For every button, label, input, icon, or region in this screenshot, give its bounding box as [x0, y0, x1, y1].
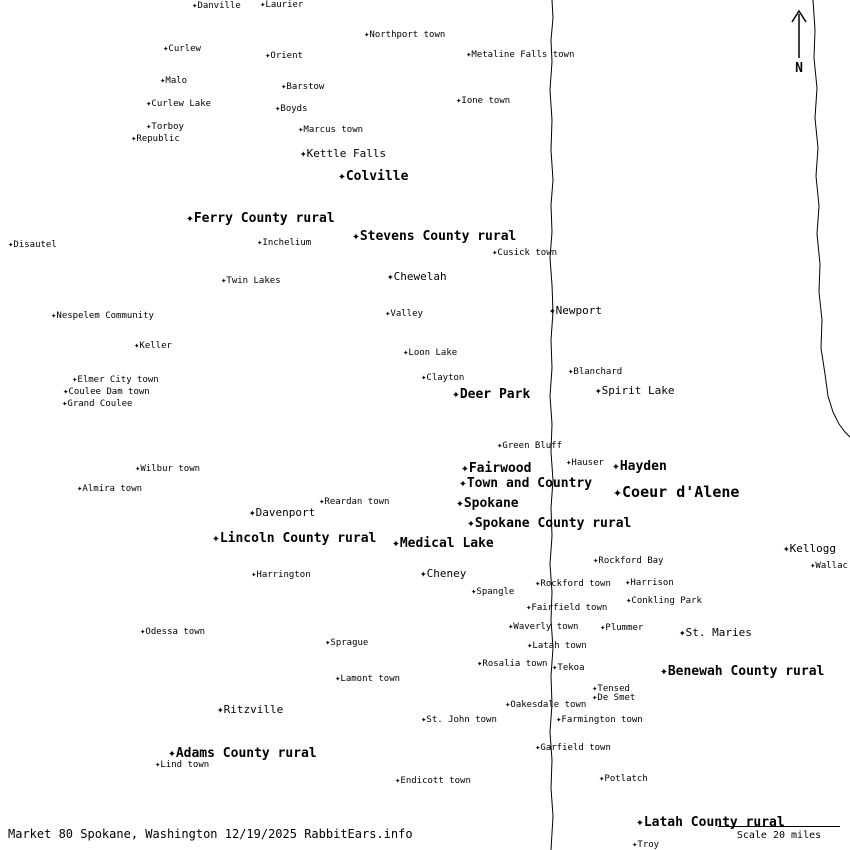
map-place-label[interactable] [626, 597, 702, 606]
place-name: Garfield town [540, 743, 611, 753]
place-marker-icon: ✦ [338, 169, 346, 184]
map-place-label[interactable] [552, 664, 585, 673]
place-name: Valley [390, 309, 423, 319]
map-place-label[interactable] [660, 665, 824, 678]
place-name: Kettle Falls [306, 147, 387, 160]
place-marker-icon: ✦ [160, 76, 166, 86]
place-marker-icon: ✦ [593, 556, 599, 566]
map-place-label[interactable] [612, 460, 667, 473]
map-place-label[interactable] [155, 761, 209, 770]
place-name: Lind town [160, 760, 210, 770]
place-name: Disautel [13, 240, 57, 250]
place-name: Davenport [255, 506, 316, 519]
place-name: Almira town [82, 484, 143, 494]
place-name: Endicott town [400, 776, 471, 786]
place-name: Malo [165, 76, 188, 86]
place-marker-icon: ✦ [599, 774, 605, 784]
map-place-label[interactable] [257, 239, 311, 248]
state-border-idaho-montana [795, 0, 850, 620]
place-name: Ione town [461, 96, 511, 106]
place-marker-icon: ✦ [626, 596, 632, 606]
map-place-label[interactable] [392, 537, 494, 550]
place-name: Cheney [426, 567, 467, 580]
place-name: Conkling Park [631, 596, 702, 606]
map-place-label[interactable] [298, 126, 363, 135]
place-name: Danville [197, 1, 241, 11]
place-marker-icon: ✦ [526, 603, 532, 613]
place-marker-icon: ✦ [265, 51, 271, 61]
place-name: Laurier [265, 0, 304, 10]
place-name: Coeur d'Alene [622, 483, 740, 501]
place-name: Wilbur town [140, 464, 201, 474]
map-place-label[interactable] [492, 249, 557, 258]
place-marker-icon: ✦ [134, 341, 140, 351]
place-marker-icon: ✦ [403, 348, 409, 358]
map-place-label[interactable] [420, 568, 466, 579]
map-place-label[interactable] [556, 716, 643, 725]
map-place-label[interactable] [51, 312, 154, 321]
place-name: Rockford town [540, 579, 611, 589]
place-marker-icon: ✦ [612, 459, 620, 474]
map-place-label[interactable] [535, 580, 611, 589]
map-place-label[interactable] [281, 83, 324, 92]
place-marker-icon: ✦ [335, 674, 341, 684]
map-place-label[interactable] [526, 604, 607, 613]
place-marker-icon: ✦ [77, 484, 83, 494]
place-name: Grand Coulee [67, 399, 133, 409]
map-place-label[interactable] [163, 45, 201, 54]
map-place-label[interactable] [679, 627, 752, 638]
place-name: Wallac [815, 561, 848, 571]
place-name: Green Bluff [502, 441, 563, 451]
north-arrow-icon [789, 8, 809, 60]
place-marker-icon: ✦ [8, 240, 14, 250]
place-marker-icon: ✦ [477, 659, 483, 669]
place-marker-icon: ✦ [625, 578, 631, 588]
place-name: Keller [139, 341, 172, 351]
place-marker-icon: ✦ [186, 211, 194, 226]
place-marker-icon: ✦ [456, 496, 464, 511]
place-marker-icon: ✦ [636, 815, 644, 830]
place-name: Coulee Dam town [68, 387, 150, 397]
map-place-label[interactable] [265, 52, 303, 61]
place-marker-icon: ✦ [492, 248, 498, 258]
place-marker-icon: ✦ [556, 715, 562, 725]
place-marker-icon: ✦ [325, 638, 331, 648]
place-marker-icon: ✦ [260, 0, 266, 10]
place-name: Hauser [571, 458, 604, 468]
place-name: Nespelem Community [56, 311, 154, 321]
place-name: Potlatch [604, 774, 648, 784]
place-name: De Smet [597, 693, 636, 703]
place-name: Spangle [476, 587, 515, 597]
map-place-label[interactable] [385, 310, 423, 319]
place-marker-icon: ✦ [466, 50, 472, 60]
map-place-label[interactable] [131, 135, 180, 144]
map-place-label[interactable] [527, 642, 587, 651]
place-marker-icon: ✦ [392, 536, 400, 551]
place-marker-icon: ✦ [155, 760, 161, 770]
place-name: Harrison [630, 578, 674, 588]
map-place-label[interactable] [497, 442, 562, 451]
place-marker-icon: ✦ [467, 516, 475, 531]
map-place-label[interactable] [335, 675, 400, 684]
place-name: Spokane County rural [474, 516, 632, 531]
place-name: Lincoln County rural [219, 531, 377, 546]
place-name: Ritzville [223, 703, 284, 716]
place-marker-icon: ✦ [135, 464, 141, 474]
map-place-label[interactable] [632, 841, 659, 850]
place-marker-icon: ✦ [221, 276, 227, 286]
place-marker-icon: ✦ [387, 270, 394, 283]
place-name: Chewelah [393, 270, 447, 283]
place-marker-icon: ✦ [452, 387, 460, 402]
place-name: St. John town [426, 715, 497, 725]
place-name: Spirit Lake [601, 384, 675, 397]
place-marker-icon: ✦ [163, 44, 169, 54]
map-place-label[interactable] [421, 716, 497, 725]
place-marker-icon: ✦ [257, 238, 263, 248]
scale-bar-label: Scale 20 miles [736, 830, 822, 841]
compass-north-label: N [795, 61, 803, 76]
place-name: Rockford Bay [598, 556, 664, 566]
place-marker-icon: ✦ [300, 147, 307, 160]
place-name: Tensed [597, 684, 630, 694]
map-place-label[interactable] [135, 465, 200, 474]
place-marker-icon: ✦ [613, 483, 623, 501]
place-name: Loon Lake [408, 348, 458, 358]
map-place-label[interactable] [599, 775, 648, 784]
place-marker-icon: ✦ [140, 627, 146, 637]
map-place-label[interactable] [63, 388, 150, 397]
place-name: Boyds [280, 104, 308, 114]
map-place-label[interactable] [140, 628, 205, 637]
place-marker-icon: ✦ [192, 1, 198, 11]
map-place-label[interactable] [134, 342, 172, 351]
place-marker-icon: ✦ [385, 309, 391, 319]
place-name: St. Maries [685, 626, 752, 639]
map-place-label[interactable] [325, 639, 368, 648]
place-name: Orient [270, 51, 303, 61]
place-name: Fairfield town [531, 603, 608, 613]
map-place-label[interactable] [186, 212, 335, 225]
map-place-label[interactable] [421, 374, 464, 383]
map-place-label[interactable] [352, 230, 516, 243]
place-name: Ferry County rural [193, 211, 335, 226]
map-place-label[interactable] [251, 571, 311, 580]
map-place-label[interactable] [146, 123, 184, 132]
place-name: Reardan town [324, 497, 390, 507]
place-name: Town and Country [466, 476, 593, 491]
place-marker-icon: ✦ [420, 567, 427, 580]
place-name: Cusick town [497, 248, 558, 258]
map-place-label[interactable] [260, 1, 303, 10]
place-marker-icon: ✦ [421, 373, 427, 383]
place-marker-icon: ✦ [212, 531, 220, 546]
place-name: Latah County rural [643, 815, 785, 830]
map-place-label[interactable] [783, 543, 836, 554]
place-name: Hayden [619, 459, 667, 474]
place-name: Tekoa [557, 663, 585, 673]
map-place-label[interactable] [508, 623, 578, 632]
place-marker-icon: ✦ [352, 229, 360, 244]
place-name: Lamont town [340, 674, 401, 684]
place-marker-icon: ✦ [146, 122, 152, 132]
place-marker-icon: ✦ [660, 664, 668, 679]
map-place-label[interactable] [160, 77, 187, 86]
place-name: Elmer City town [77, 375, 159, 385]
map-place-label[interactable] [505, 701, 586, 710]
map-place-label[interactable] [212, 532, 376, 545]
place-name: Oakesdale town [510, 700, 587, 710]
map-place-label[interactable] [387, 271, 447, 282]
place-name: Barstow [286, 82, 325, 92]
place-marker-icon: ✦ [568, 367, 574, 377]
map-place-label[interactable] [477, 660, 547, 669]
place-marker-icon: ✦ [461, 461, 469, 476]
place-name: Plummer [605, 623, 644, 633]
map-place-label[interactable] [275, 105, 308, 114]
map-place-label[interactable] [471, 588, 514, 597]
place-marker-icon: ✦ [72, 375, 78, 385]
place-marker-icon: ✦ [549, 304, 556, 317]
map-place-label[interactable] [249, 507, 315, 518]
map-place-label[interactable] [810, 562, 848, 571]
place-name: Fairwood [468, 461, 532, 476]
map-place-label[interactable] [566, 459, 604, 468]
map-credit-line: Market 80 Spokane, Washington 12/19/2025 RabbitEars.info [8, 827, 413, 841]
place-marker-icon: ✦ [146, 99, 152, 109]
place-name: Sprague [330, 638, 369, 648]
place-marker-icon: ✦ [421, 715, 427, 725]
place-marker-icon: ✦ [62, 399, 68, 409]
map-place-label[interactable] [62, 400, 132, 409]
place-marker-icon: ✦ [505, 700, 511, 710]
place-name: Metaline Falls town [471, 50, 575, 60]
place-marker-icon: ✦ [497, 441, 503, 451]
place-name: Benewah County rural [667, 664, 825, 679]
map-place-label[interactable] [592, 694, 635, 703]
place-marker-icon: ✦ [63, 387, 69, 397]
map-place-label[interactable] [403, 349, 457, 358]
map-place-label[interactable] [192, 2, 241, 11]
place-marker-icon: ✦ [168, 746, 176, 761]
map-place-label[interactable] [466, 51, 574, 60]
map-place-label[interactable] [217, 704, 283, 715]
map-place-label[interactable] [300, 148, 386, 159]
place-marker-icon: ✦ [275, 104, 281, 114]
map-place-label[interactable] [146, 100, 211, 109]
place-marker-icon: ✦ [459, 476, 467, 491]
place-marker-icon: ✦ [783, 542, 790, 555]
map-place-label[interactable] [535, 744, 611, 753]
place-marker-icon: ✦ [217, 703, 224, 716]
place-marker-icon: ✦ [595, 384, 602, 397]
map-place-label[interactable] [625, 579, 674, 588]
place-name: Harrington [256, 570, 311, 580]
map-place-label[interactable] [395, 777, 471, 786]
map-place-label[interactable] [8, 241, 57, 250]
place-name: Twin Lakes [226, 276, 281, 286]
place-marker-icon: ✦ [566, 458, 572, 468]
place-marker-icon: ✦ [131, 134, 137, 144]
place-name: Curlew Lake [151, 99, 212, 109]
place-name: Blanchard [573, 367, 623, 377]
map-place-label[interactable] [456, 497, 519, 510]
place-marker-icon: ✦ [364, 30, 370, 40]
place-marker-icon: ✦ [508, 622, 514, 632]
map-place-label[interactable] [467, 517, 631, 530]
map-place-label[interactable] [549, 305, 602, 316]
place-marker-icon: ✦ [249, 506, 256, 519]
map-place-label[interactable] [595, 385, 674, 396]
map-place-label[interactable] [636, 816, 785, 829]
place-name: Colville [345, 169, 409, 184]
place-marker-icon: ✦ [51, 311, 57, 321]
map-place-label[interactable] [319, 498, 389, 507]
place-name: Adams County rural [175, 746, 317, 761]
place-marker-icon: ✦ [456, 96, 462, 106]
map-place-label[interactable] [168, 747, 317, 760]
place-name: Stevens County rural [359, 229, 517, 244]
compass [778, 8, 820, 76]
place-marker-icon: ✦ [592, 693, 598, 703]
place-name: Marcus town [303, 125, 364, 135]
place-name: Torboy [151, 122, 184, 132]
place-name: Spokane [463, 496, 519, 511]
place-name: Inchelium [262, 238, 312, 248]
place-name: Kellogg [789, 542, 836, 555]
map-place-label[interactable] [77, 485, 142, 494]
map-place-label[interactable] [364, 31, 445, 40]
place-marker-icon: ✦ [319, 497, 325, 507]
map-place-label[interactable] [600, 624, 643, 633]
place-marker-icon: ✦ [395, 776, 401, 786]
place-name: Waverly town [513, 622, 579, 632]
place-marker-icon: ✦ [810, 561, 816, 571]
place-marker-icon: ✦ [679, 626, 686, 639]
place-name: Rosalia town [482, 659, 548, 669]
map-place-label[interactable] [456, 97, 510, 106]
map-place-label[interactable] [461, 462, 531, 475]
place-name: Curlew [168, 44, 201, 54]
place-name: Troy [637, 840, 660, 850]
place-marker-icon: ✦ [527, 641, 533, 651]
place-name: Northport town [369, 30, 446, 40]
place-marker-icon: ✦ [471, 587, 477, 597]
map-place-label[interactable] [221, 277, 281, 286]
place-marker-icon: ✦ [600, 623, 606, 633]
place-name: Farmington town [561, 715, 643, 725]
place-name: Medical Lake [399, 536, 494, 551]
map-place-label[interactable] [613, 485, 739, 500]
map-place-label[interactable] [568, 368, 622, 377]
place-marker-icon: ✦ [632, 840, 638, 850]
place-marker-icon: ✦ [535, 579, 541, 589]
place-name: Deer Park [459, 387, 531, 402]
place-marker-icon: ✦ [552, 663, 558, 673]
place-marker-icon: ✦ [592, 684, 598, 694]
place-marker-icon: ✦ [535, 743, 541, 753]
place-name: Latah town [532, 641, 587, 651]
map-place-label[interactable] [338, 170, 408, 183]
place-marker-icon: ✦ [281, 82, 287, 92]
place-name: Newport [555, 304, 602, 317]
place-name: Clayton [426, 373, 465, 383]
place-marker-icon: ✦ [298, 125, 304, 135]
place-name: Odessa town [145, 627, 206, 637]
map-place-label[interactable] [452, 388, 530, 401]
map-place-label[interactable] [72, 376, 159, 385]
map-place-label[interactable] [593, 557, 663, 566]
map-place-label[interactable] [459, 477, 592, 490]
place-name: Republic [136, 134, 180, 144]
place-marker-icon: ✦ [251, 570, 257, 580]
